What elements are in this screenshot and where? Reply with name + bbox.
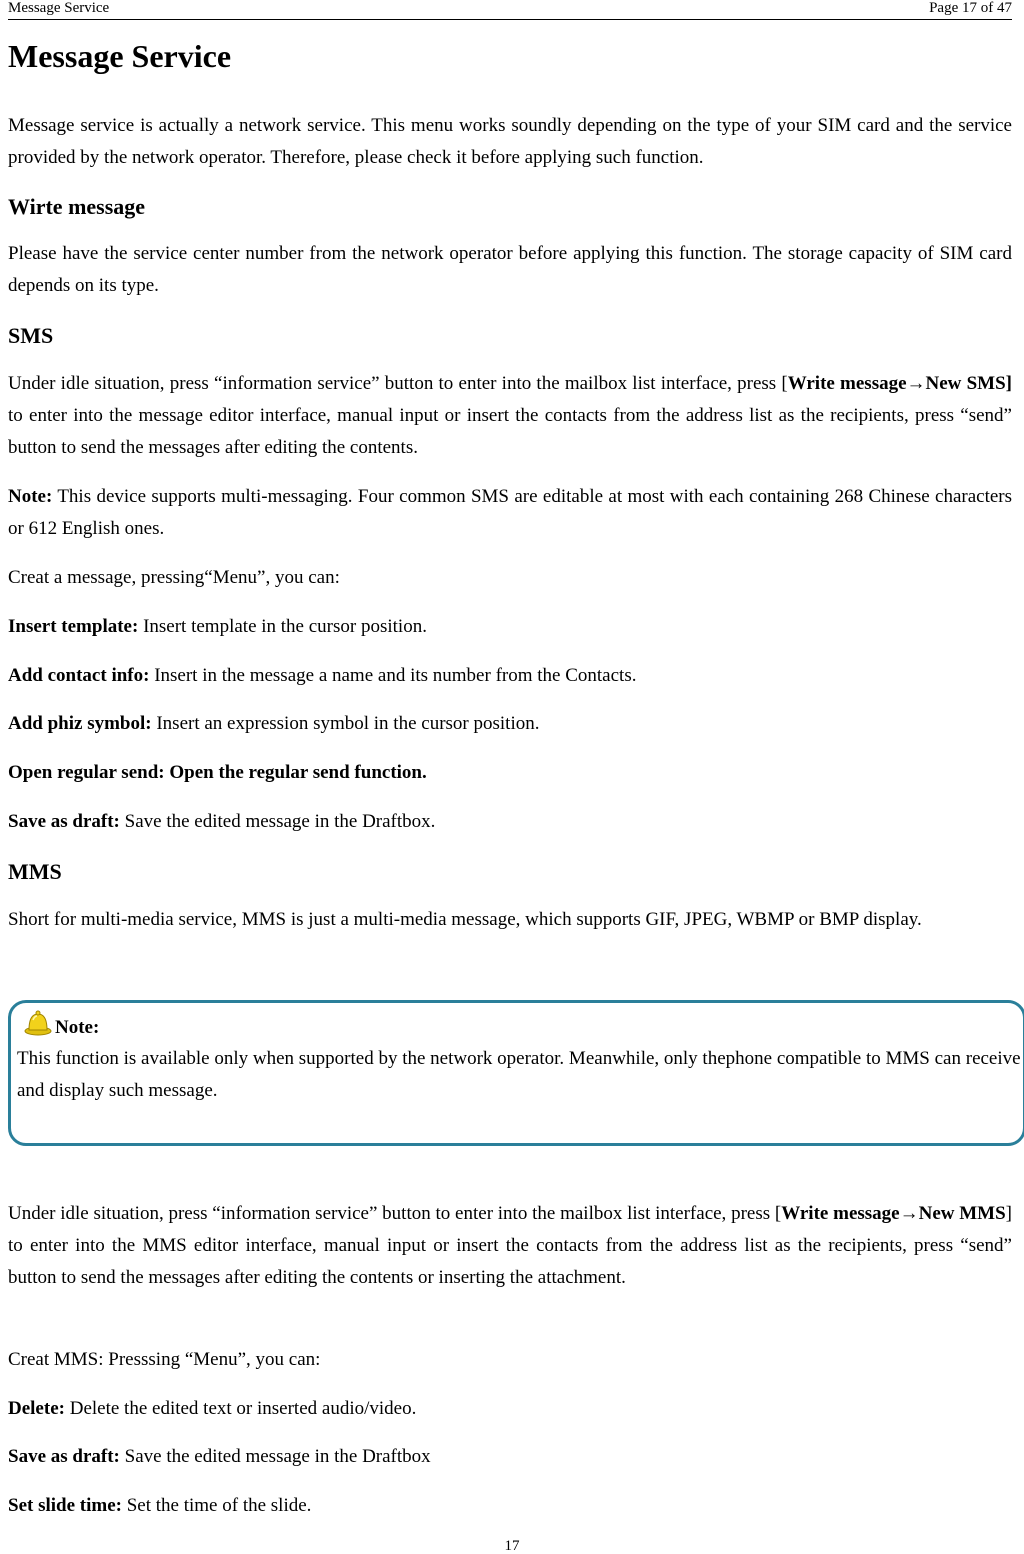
mms-option-save-as-draft — [8, 1441, 1012, 1473]
mms-menu-intro: Creat MMS: Presssing “Menu”, you can: — [8, 1349, 321, 1370]
bell-icon — [23, 1009, 53, 1037]
note-callout-label: Note: — [55, 1017, 100, 1038]
note-callout — [8, 1000, 1024, 1146]
sms-heading: SMS — [8, 323, 54, 348]
option-text: Save the edited message in the Draftbox — [119, 1446, 431, 1467]
sms-option-save-as-draft — [8, 806, 1012, 838]
intro-paragraph: Message service is actually a network service. This menu works soundly depending on the type of your SIM card and the service provided by the network operator. Therefore, please check it before applying such function. — [8, 115, 1012, 168]
mms-paragraph-text-c: ] to enter into the MMS editor interface, manual input or insert the contacts from the address list as the recipients, press “send” button to send the messages after editing the contents or inserting the attachment. — [8, 1203, 1012, 1288]
option-label: Open regular send: Open the regular send function. — [8, 762, 427, 783]
page-footer — [0, 1538, 1024, 1554]
sms-paragraph-text-c: to enter into the message editor interface, manual input or insert the contacts from the address list as the recipients, press “send” button to send the messages after editing the contents. — [8, 405, 1012, 458]
header-page-count: Page 17 of 47 — [929, 0, 1012, 16]
option-text: Save the edited message in the Draftbox. — [119, 811, 436, 832]
option-label: Add phiz symbol: — [8, 713, 152, 734]
mms-option-set-slide-time — [8, 1490, 1012, 1522]
mms-menu-path: Write message→New MMS — [781, 1203, 1006, 1224]
option-label: Save as draft: — [8, 1446, 120, 1467]
sms-menu-intro: Creat a message, pressing“Menu”, you can: — [8, 567, 340, 588]
page-number: 17 — [504, 1538, 520, 1554]
sms-paragraph-text-a: Under idle situation, press “information service” button to enter into the mailbox list interface, press [ — [8, 373, 788, 394]
sms-note-label: Note: — [8, 486, 53, 507]
note-callout-text: This function is available only when supported by the network operator. Meanwhile, only thephone compatible to MMS can receive and display such message. — [17, 1048, 1021, 1101]
write-message-paragraph: Please have the service center number from the network operator before applying this function. The storage capacity of SIM card depends on its type. — [8, 243, 1012, 296]
mms-option-delete — [8, 1393, 1012, 1425]
sms-option-insert-template — [8, 611, 1012, 643]
option-text: Insert in the message a name and its number from the Contacts. — [149, 665, 637, 686]
sms-option-open-regular-send — [8, 757, 1012, 789]
sms-option-add-phiz-symbol — [8, 708, 1012, 740]
mms-paragraph: Short for multi-media service, MMS is just a multi-media message, which supports GIF, JPEG, WBMP or BMP display. — [8, 909, 922, 930]
header-section-title: Message Service — [8, 0, 110, 16]
write-message-heading: Wirte message — [8, 194, 146, 219]
mms-heading: MMS — [8, 859, 62, 884]
option-label: Add contact info: — [8, 665, 150, 686]
option-text: Delete the edited text or inserted audio/video. — [64, 1398, 417, 1419]
sms-note-text: This device supports multi-messaging. Four common SMS are editable at most with each containing 268 Chinese characters or 612 English ones. — [8, 486, 1012, 539]
option-text: Insert an expression symbol in the cursor position. — [151, 713, 540, 734]
option-text: Set the time of the slide. — [121, 1495, 312, 1516]
sms-menu-path: Write message→New SMS] — [787, 373, 1012, 394]
page-header — [8, 0, 1012, 20]
option-label: Delete: — [8, 1398, 65, 1419]
sms-paragraph — [8, 368, 1012, 464]
mms-paragraph-text-a: Under idle situation, press “information service” button to enter into the mailbox list interface, press [ — [8, 1203, 782, 1224]
page-title: Message Service — [8, 38, 232, 74]
sms-note-paragraph — [8, 481, 1012, 545]
mms-instructions-paragraph — [8, 1198, 1012, 1294]
option-label: Set slide time: — [8, 1495, 122, 1516]
sms-option-add-contact-info — [8, 660, 1012, 692]
option-label: Save as draft: — [8, 811, 120, 832]
option-text: Insert template in the cursor position. — [138, 616, 427, 637]
option-label: Insert template: — [8, 616, 139, 637]
